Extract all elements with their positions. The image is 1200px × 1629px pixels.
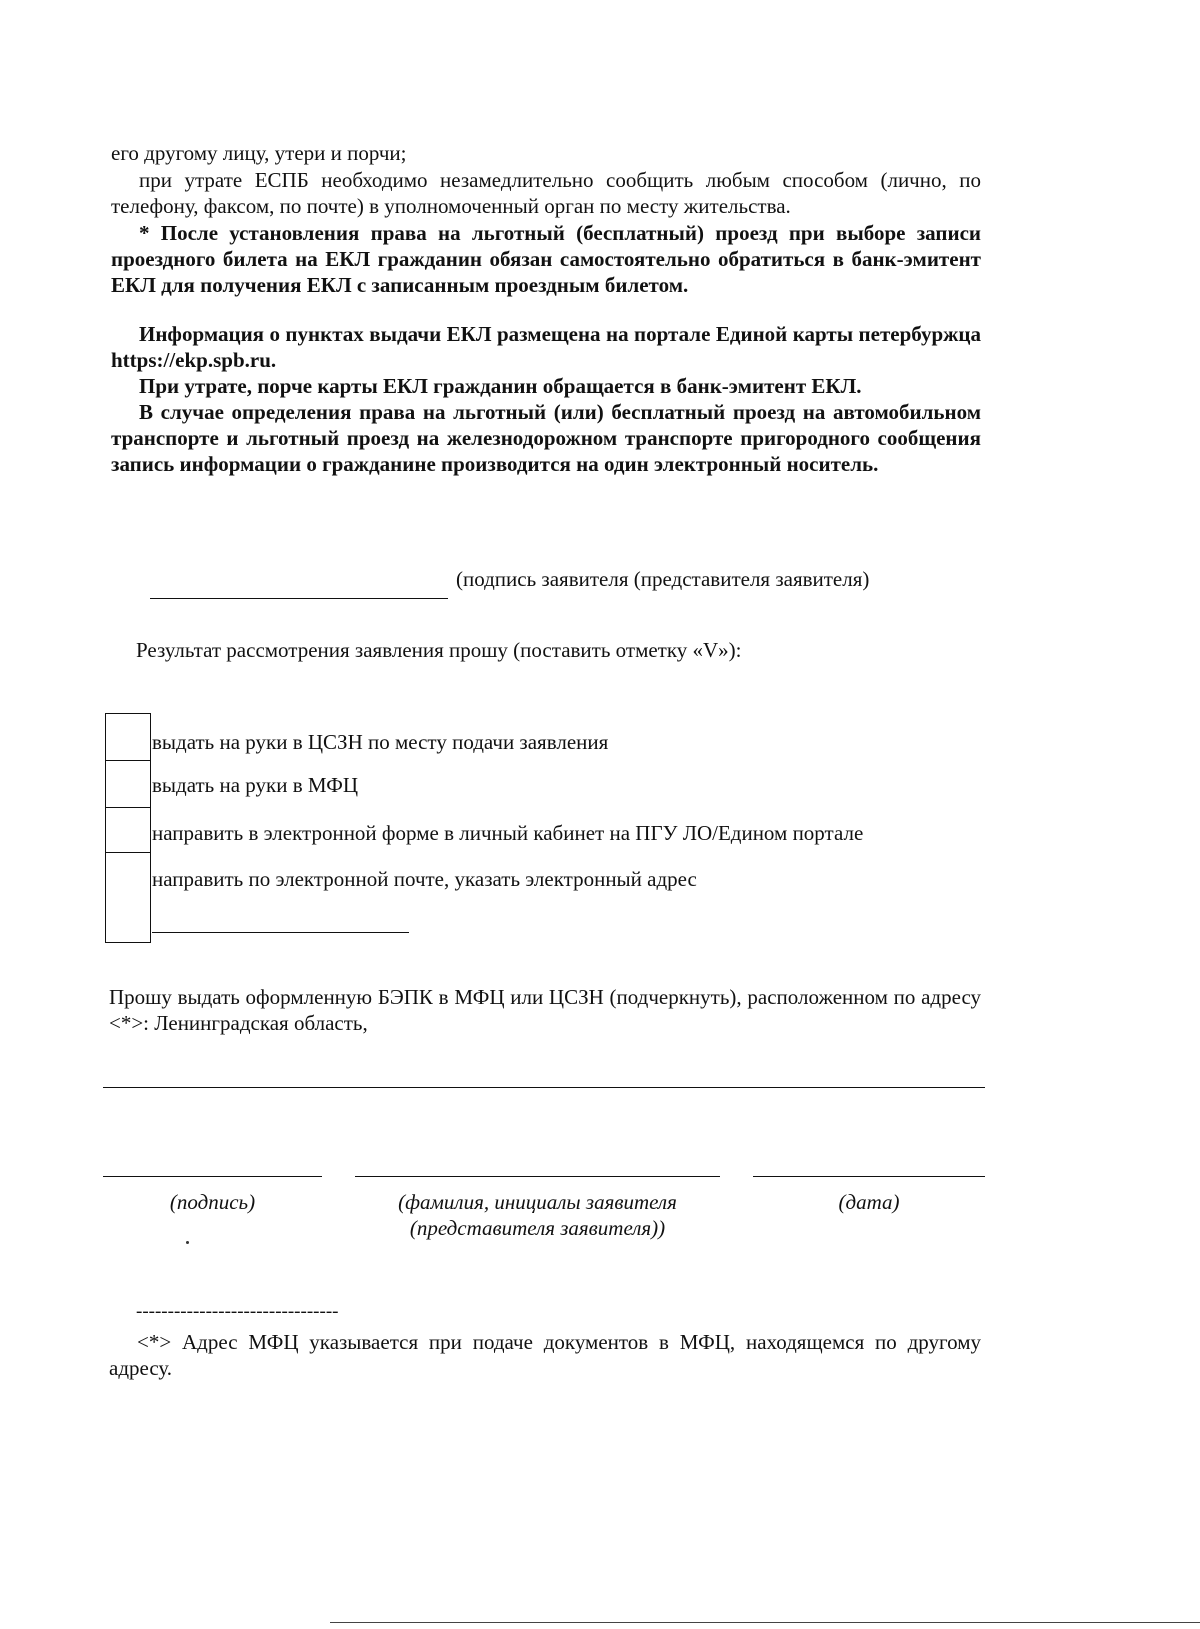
signature-caption: (подпись) — [169, 1190, 256, 1214]
option-label-cszn: выдать на руки в ЦСЗН по месту подачи заявления — [152, 730, 609, 754]
option-label-email: направить по электронной почте, указать электронный адрес — [152, 867, 697, 891]
name-caption-line1: (фамилия, инициалы заявителя — [398, 1190, 677, 1214]
option-checkbox-email[interactable] — [105, 852, 151, 943]
footnote-text: <*> Адрес МФЦ указывается при подаче документов в МФЦ, находящемся по другому адресу. — [109, 1330, 981, 1380]
name-caption-line2: (представителя заявителя)) — [409, 1216, 666, 1240]
date-line[interactable] — [753, 1176, 985, 1177]
option-label-mfc: выдать на руки в МФЦ — [152, 773, 359, 797]
address-line[interactable] — [103, 1087, 985, 1088]
footnote-separator: -------------------------------- — [136, 1301, 339, 1322]
option-checkbox-cszn[interactable] — [105, 713, 151, 761]
issue-request-text: Прошу выдать оформленную БЭПК в МФЦ или ЦСЗН (подчеркнуть), расположенном по адресу <*>: Ленинградская область, — [109, 985, 981, 1035]
scan-speck — [186, 1241, 189, 1244]
loss-paragraph: при утрате ЕСПБ необходимо незамедлительно сообщить любым способом (лично, по телефону, факсом, по почте) в уполномоченный орган по месту жительства. — [111, 168, 981, 218]
applicant-signature-line — [150, 598, 448, 599]
email-address-line[interactable] — [152, 932, 409, 933]
note-ekl-bank: * После установления права на льготный (бесплатный) проезд при выборе записи проездного билета на ЕКЛ гражданин обязан самостоятельно обратиться в банк-эмитент ЕКЛ для получения ЕКЛ с записанным проездным билетом. — [111, 221, 981, 297]
name-line[interactable] — [355, 1176, 720, 1177]
note-single-carrier: В случае определения права на льготный (или) бесплатный проезд на автомобильном транспорте и льготный проезд на железнодорожном транспорте пригородного сообщения запись информации о гражданине производится на один электронный носитель. — [111, 400, 981, 476]
note-ekl-info-portal: Информация о пунктах выдачи ЕКЛ размещена на портале Единой карты петербуржца https://ekp.spb.ru. — [111, 322, 981, 372]
scan-edge — [330, 1622, 1200, 1623]
date-caption: (дата) — [838, 1190, 900, 1214]
intro-line: его другому лицу, утери и порчи; — [111, 141, 407, 165]
applicant-signature-caption: (подпись заявителя (представителя заявителя) — [456, 567, 870, 591]
result-prompt: Результат рассмотрения заявления прошу (поставить отметку «V»): — [136, 638, 742, 662]
signature-line[interactable] — [103, 1176, 322, 1177]
option-checkbox-portal[interactable] — [105, 807, 151, 853]
option-label-portal: направить в электронной форме в личный кабинет на ПГУ ЛО/Едином портале — [152, 821, 864, 845]
option-checkbox-mfc[interactable] — [105, 760, 151, 808]
note-ekl-loss: При утрате, порче карты ЕКЛ гражданин обращается в банк-эмитент ЕКЛ. — [139, 374, 862, 398]
